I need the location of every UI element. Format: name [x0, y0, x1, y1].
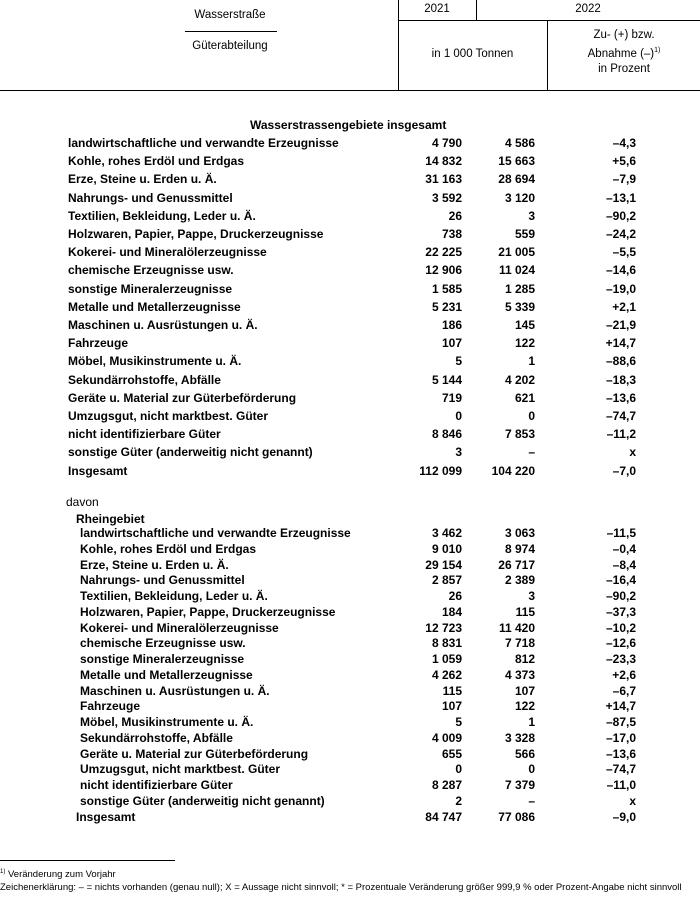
footnote-1: $^{1)}$ Veränderung zum Vorjahr — [0, 869, 116, 881]
table-row — [0, 191, 700, 209]
row-label: Metalle und Metallerzeugnisse — [68, 299, 241, 314]
table-row — [0, 282, 700, 300]
change-percent: –7,0 — [612, 463, 636, 478]
table-row — [0, 318, 700, 336]
value-2021: 2 — [455, 793, 462, 808]
value-2022: 3 063 — [504, 526, 535, 540]
table-row — [0, 209, 700, 227]
change-percent: –37,3 — [605, 604, 636, 619]
value-2022: 621 — [514, 390, 535, 405]
value-2021: 31 163 — [425, 172, 462, 187]
header-waterway: Wasserstraße — [194, 9, 266, 21]
value-2021: 1 059 — [431, 652, 462, 666]
row-label: Textilien, Bekleidung, Leder u. Ä. — [80, 589, 268, 603]
value-2022: 104 220 — [491, 463, 535, 478]
change-percent: –7,9 — [612, 172, 636, 187]
value-2022: 15 663 — [498, 154, 535, 169]
value-2022: 3 — [528, 208, 535, 223]
value-2022: 566 — [514, 746, 535, 761]
value-2021: 2 857 — [431, 573, 462, 588]
row-label: Kokerei- und Mineralölerzeugnisse — [80, 620, 279, 635]
value-2021: 3 — [455, 445, 462, 460]
value-2021: 4 790 — [431, 136, 462, 150]
value-2021: 112 099 — [419, 463, 462, 478]
value-2022: 559 — [514, 227, 535, 241]
row-label: sonstige Mineralerzeugnisse — [68, 281, 233, 296]
header-bottom-rule — [0, 90, 700, 91]
row-label: landwirtschaftliche und verwandte Erzeugnisse — [68, 136, 339, 150]
table-row — [0, 154, 700, 172]
row-label: Umzugsgut, nicht marktbest. Güter — [68, 409, 269, 423]
value-2022: 3 — [528, 589, 535, 603]
row-label: Nahrungs- und Genussmittel — [68, 190, 233, 205]
table-row — [0, 263, 700, 281]
value-2021: 3 592 — [431, 190, 462, 205]
value-2021: 26 — [448, 208, 462, 223]
table-row — [0, 336, 700, 354]
change-percent: +14,7 — [605, 336, 636, 351]
change-percent: x — [629, 445, 636, 460]
value-2022: 122 — [514, 336, 535, 351]
value-2021: 4 009 — [431, 730, 462, 745]
value-2021: 8 287 — [431, 778, 462, 792]
table-row — [0, 227, 700, 245]
change-percent: –21,9 — [605, 318, 636, 332]
subsection-title: Rheingebiet — [76, 512, 145, 526]
table-row — [0, 354, 700, 372]
value-2022: 2 389 — [504, 573, 535, 588]
table-row — [0, 810, 700, 828]
row-label: Fahrzeuge — [80, 699, 141, 714]
change-percent: –9,0 — [612, 809, 636, 824]
row-label: Geräte u. Material zur Güterbeförderung — [80, 746, 309, 761]
section-title: Wasserstrassengebiete insgesamt — [250, 118, 447, 132]
table-row — [0, 373, 700, 391]
value-2022: 21 005 — [498, 245, 535, 260]
change-percent: –0,4 — [612, 541, 636, 556]
change-percent: –74,7 — [605, 409, 636, 423]
footnote-rule — [0, 860, 175, 861]
value-2022: – — [528, 793, 535, 808]
value-2022: 0 — [528, 409, 535, 423]
row-label: Möbel, Musikinstrumente u. Ä. — [68, 354, 242, 369]
value-2021: 84 747 — [425, 809, 462, 824]
row-label: Maschinen u. Ausrüstungen u. Ä. — [80, 683, 270, 698]
change-percent: –16,4 — [605, 573, 636, 588]
value-2022: 3 120 — [504, 190, 535, 205]
value-2021: 3 462 — [431, 526, 462, 540]
change-percent: –12,6 — [605, 636, 636, 651]
row-label: Fahrzeuge — [68, 336, 129, 351]
row-label: Maschinen u. Ausrüstungen u. Ä. — [68, 318, 258, 332]
row-label: Geräte u. Material zur Güterbeförderung — [68, 390, 297, 405]
symbol-legend: Zeichenerklärung: – = nichts vorhanden (genau null); X = Aussage nicht sinnvoll; * = Prozentuale Veränderung größer 999,9 % oder Prozent-Angabe nicht sinnvoll — [0, 882, 682, 893]
change-percent: –74,7 — [605, 762, 636, 777]
row-label: Sekundärrohstoffe, Abfälle — [68, 372, 221, 387]
value-2021: 4 262 — [431, 667, 462, 682]
row-label: Insgesamt — [76, 809, 136, 824]
change-percent: –18,3 — [605, 372, 636, 387]
row-label: Erze, Steine u. Erden u. Ä. — [68, 172, 217, 187]
change-percent: –13,6 — [605, 390, 636, 405]
value-2022: 107 — [514, 683, 535, 698]
row-label: sonstige Güter (anderweitig nicht genannt) — [80, 793, 325, 808]
value-2022: 7 718 — [504, 636, 535, 651]
value-2021: 22 225 — [425, 245, 462, 260]
value-2021: 719 — [441, 390, 462, 405]
value-2021: 12 906 — [425, 263, 462, 278]
row-label: landwirtschaftliche und verwandte Erzeugnisse — [80, 526, 351, 540]
value-2021: 738 — [441, 227, 462, 241]
value-2021: 5 231 — [431, 299, 462, 314]
change-percent: –4,3 — [612, 136, 636, 150]
row-label: sonstige Mineralerzeugnisse — [80, 652, 245, 666]
change-percent: –19,0 — [605, 281, 636, 296]
value-2021: 29 154 — [425, 557, 462, 572]
row-label: Möbel, Musikinstrumente u. Ä. — [80, 715, 254, 729]
change-percent: –8,4 — [612, 557, 636, 572]
row-label: nicht identifizierbare Güter — [80, 778, 233, 792]
row-label: Sekundärrohstoffe, Abfälle — [80, 730, 233, 745]
row-label: Insgesamt — [68, 463, 128, 478]
header-unit: in 1 000 Tonnen — [431, 48, 514, 60]
row-label: sonstige Güter (anderweitig nicht genannt) — [68, 445, 313, 460]
davon-label: davon — [66, 495, 99, 509]
row-label: Holzwaren, Papier, Pappe, Druckerzeugnisse — [68, 227, 324, 241]
table-row — [0, 409, 700, 427]
change-percent: –90,2 — [605, 589, 636, 603]
table-row — [0, 464, 700, 482]
change-percent: x — [629, 793, 636, 808]
value-2021: 1 585 — [431, 281, 462, 296]
header-change: Zu- (+) bzw. Abnahme $(-)^{1)}$ in Prozent — [587, 29, 661, 75]
value-2021: 8 831 — [431, 636, 462, 651]
value-2022: 1 — [528, 715, 535, 729]
row-label: Kohle, rohes Erdöl und Erdgas — [68, 154, 245, 169]
change-percent: –11,0 — [606, 778, 636, 792]
change-percent: +5,6 — [612, 154, 636, 169]
value-2022: 26 717 — [498, 557, 535, 572]
row-label: Metalle und Metallerzeugnisse — [80, 667, 253, 682]
table-row — [0, 245, 700, 263]
value-2022: 7 853 — [504, 427, 535, 442]
value-2022: 7 379 — [504, 778, 535, 792]
change-percent: –11,2 — [606, 427, 636, 442]
value-2021: 9 010 — [431, 541, 462, 556]
row-label: Nahrungs- und Genussmittel — [80, 573, 245, 588]
value-2022: 122 — [514, 699, 535, 714]
value-2021: 14 832 — [425, 154, 462, 169]
value-2022: 5 339 — [504, 299, 535, 314]
change-percent: –23,3 — [605, 652, 636, 666]
value-2021: 115 — [442, 683, 462, 698]
value-2021: 5 144 — [431, 372, 462, 387]
row-label: chemische Erzeugnisse usw. — [68, 263, 234, 278]
value-2022: 4 586 — [504, 136, 535, 150]
row-label: Kokerei- und Mineralölerzeugnisse — [68, 245, 267, 260]
value-2021: 655 — [441, 746, 462, 761]
value-2022: 812 — [514, 652, 535, 666]
value-2021: 107 — [441, 699, 462, 714]
value-2021: 5 — [455, 354, 462, 369]
change-percent: –5,5 — [612, 245, 636, 260]
value-2021: 12 723 — [425, 620, 462, 635]
row-label: nicht identifizierbare Güter — [68, 427, 221, 442]
value-2021: 184 — [441, 604, 462, 619]
change-percent: –17,0 — [605, 730, 636, 745]
value-2021: 107 — [441, 336, 462, 351]
value-2022: 4 202 — [504, 372, 535, 387]
row-label: Kohle, rohes Erdöl und Erdgas — [80, 541, 257, 556]
value-2021: 5 — [455, 715, 462, 729]
change-percent: +14,7 — [605, 699, 636, 714]
value-2021: 186 — [441, 318, 462, 332]
value-2022: 28 694 — [498, 172, 535, 187]
value-2022: – — [528, 445, 535, 460]
table-row — [0, 427, 700, 445]
value-2021: 0 — [455, 409, 462, 423]
header-rule — [185, 31, 277, 32]
change-percent: –88,6 — [605, 354, 636, 369]
change-percent: –6,7 — [612, 683, 636, 698]
table-row — [0, 391, 700, 409]
change-percent: –11,5 — [606, 526, 636, 540]
change-percent: –10,2 — [605, 620, 636, 635]
header-goods-division: Güterabteilung — [192, 40, 268, 52]
value-2021: 8 846 — [431, 427, 462, 442]
table-row — [0, 300, 700, 318]
change-percent: –90,2 — [605, 208, 636, 223]
value-2022: 3 328 — [504, 730, 535, 745]
table-header — [0, 0, 700, 90]
value-2022: 1 — [528, 354, 535, 369]
table-row — [0, 136, 700, 154]
row-label: Textilien, Bekleidung, Leder u. Ä. — [68, 208, 256, 223]
change-percent: +2,1 — [612, 299, 636, 314]
value-2021: 0 — [455, 762, 462, 777]
value-2022: 77 086 — [498, 809, 535, 824]
row-label: Erze, Steine u. Erden u. Ä. — [80, 557, 229, 572]
header-year-2022: 2022 — [575, 3, 601, 15]
row-label: Holzwaren, Papier, Pappe, Druckerzeugnisse — [80, 604, 336, 619]
change-percent: +2,6 — [612, 667, 636, 682]
value-2022: 1 285 — [504, 281, 535, 296]
change-percent: –14,6 — [605, 263, 636, 278]
table-row — [0, 445, 700, 463]
row-label: chemische Erzeugnisse usw. — [80, 636, 246, 651]
change-percent: –24,2 — [605, 227, 636, 241]
change-percent: –13,6 — [605, 746, 636, 761]
value-2021: 26 — [448, 589, 462, 603]
value-2022: 0 — [528, 762, 535, 777]
change-percent: –13,1 — [605, 190, 636, 205]
value-2022: 145 — [514, 318, 535, 332]
row-label: Umzugsgut, nicht marktbest. Güter — [80, 762, 281, 777]
value-2022: 11 024 — [498, 263, 535, 278]
table-row — [0, 172, 700, 190]
change-percent: –87,5 — [605, 715, 636, 729]
value-2022: 11 420 — [498, 620, 535, 635]
value-2022: 8 974 — [504, 541, 535, 556]
value-2022: 4 373 — [504, 667, 535, 682]
header-rule — [398, 20, 700, 21]
value-2022: 115 — [515, 604, 535, 619]
header-year-2021: 2021 — [424, 3, 450, 15]
